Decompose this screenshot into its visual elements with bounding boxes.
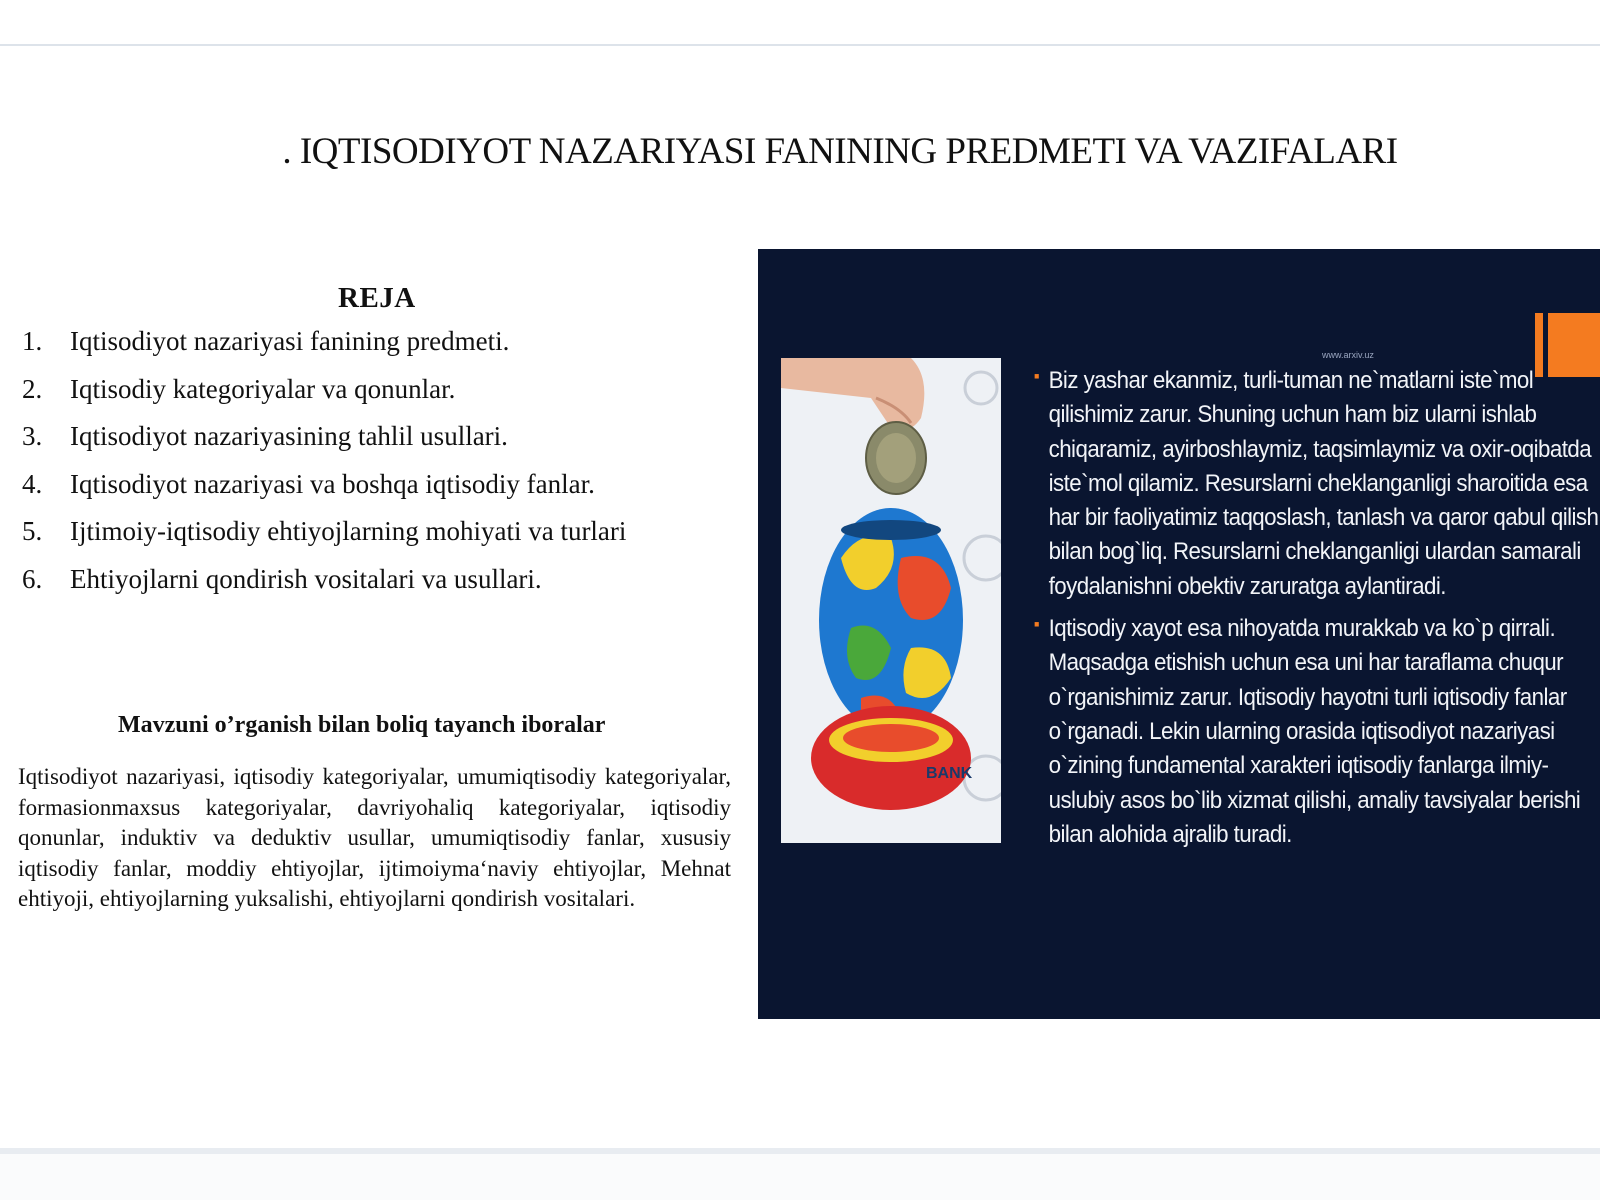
- plan-item-number: 2.: [22, 373, 43, 404]
- bullet-text: Biz yashar ekanmiz, turli-tuman ne`matlarni iste`mol qilishimiz zarur. Shuning uchun ham biz ularni ishlab chiqaramiz, ayirboshlaymiz, taqsimlaymiz va oxir-oqibatda iste`mol qilamiz. Resurslarni cheklanganligi sharoitida esa har bir faoliyatimiz taqqoslash, tanlash va qaror qabul qilish bilan bog`liq. Resurslarni cheklanganligi ulardan samarali foydalanishni obektiv zaruratga aylantiradi.: [1048, 367, 1599, 600]
- plan-item-number: 5.: [22, 516, 43, 547]
- plan-item-text: Ijtimoiy-iqtisodiy ehtiyojlarning mohiyati va turlari: [70, 516, 627, 547]
- watermark: www.arxiv.uz: [1322, 350, 1374, 360]
- top-divider: [0, 44, 1600, 46]
- plan-item-number: 3.: [22, 421, 43, 452]
- plan-item: [22, 326, 626, 374]
- slide-title: . IQTISODIYOT NAZARIYASI FANINING PREDMETI VA VAZIFALARI: [282, 131, 1398, 172]
- plan-item: [22, 469, 626, 517]
- bullet-text: Iqtisodiy xayot esa nihoyatda murakkab va ko`p qirrali. Maqsadga etishish uchun esa uni har taraflama chuqur o`rganishimiz zarur. Iqtisodiy hayotni turli iqtisodiy fanlar o`rganadi. Lekin ularning orasida iqtisodiyot nazariyasi o`zining fundamental xarakteri iqtisodiy fanlarga ilmiy-uslubiy asos bo`lib xizmat qilishi, amaliy tavsiyalar berishi bilan alohida ajralib turadi.: [1048, 615, 1581, 848]
- plan-item: [22, 564, 626, 612]
- plan-item-number: 4.: [22, 468, 43, 499]
- bullet-paragraph: [1030, 364, 1600, 604]
- globe-coin-image: [781, 358, 1001, 843]
- keywords-paragraph: Iqtisodiyot nazariyasi, iqtisodiy kategoriyalar, umumiqtisodiy kategoriyalar, formasionmaxsus kategoriyalar, davriyohaliq kategoriyalar, iqtisodiy qonunlar, induktiv va deduktiv usullar, umumiqtisodiy fanlar, xususiy iqtisodiy fanlar, moddiy ehtiyojlar, ijtimoiyma‘naviy ehtiyojlar, Mehnat ehtiyoji, ehtiyojlarning yuksalishi, ehtiyojlarni qondirish vositalari.: [18, 764, 731, 911]
- bullet-icon: ▪: [1033, 614, 1040, 635]
- plan-list: [22, 326, 626, 612]
- plan-item-text: Iqtisodiyot nazariyasi fanining predmeti.: [70, 326, 510, 356]
- plan-heading: REJA: [338, 282, 416, 314]
- plan-item: [22, 516, 626, 564]
- plan-item-number: 6.: [22, 563, 43, 594]
- bullet-paragraph: [1030, 612, 1600, 852]
- plan-item-text: Iqtisodiyot nazariyasining tahlil usullari.: [70, 421, 508, 452]
- globe-bank-illustration: [781, 358, 1001, 843]
- panel-bullets: [1030, 364, 1599, 860]
- plan-item-text: Iqtisodiyot nazariyasi va boshqa iqtisodiy fanlar.: [70, 468, 595, 499]
- plan-item-text: Iqtisodiy kategoriyalar va qonunlar.: [70, 373, 456, 404]
- keywords-heading: Mavzuni o’rganish bilan boliq tayanch iboralar: [118, 712, 606, 738]
- plan-item-text: Ehtiyojlarni qondirish vositalari va usullari.: [70, 563, 542, 594]
- bank-label: BANK: [926, 765, 973, 782]
- plan-item-number: 1.: [22, 326, 43, 356]
- plan-item: [22, 374, 626, 422]
- plan-item: [22, 421, 626, 469]
- bottom-band: [0, 1154, 1600, 1200]
- bullet-icon: ▪: [1033, 366, 1040, 386]
